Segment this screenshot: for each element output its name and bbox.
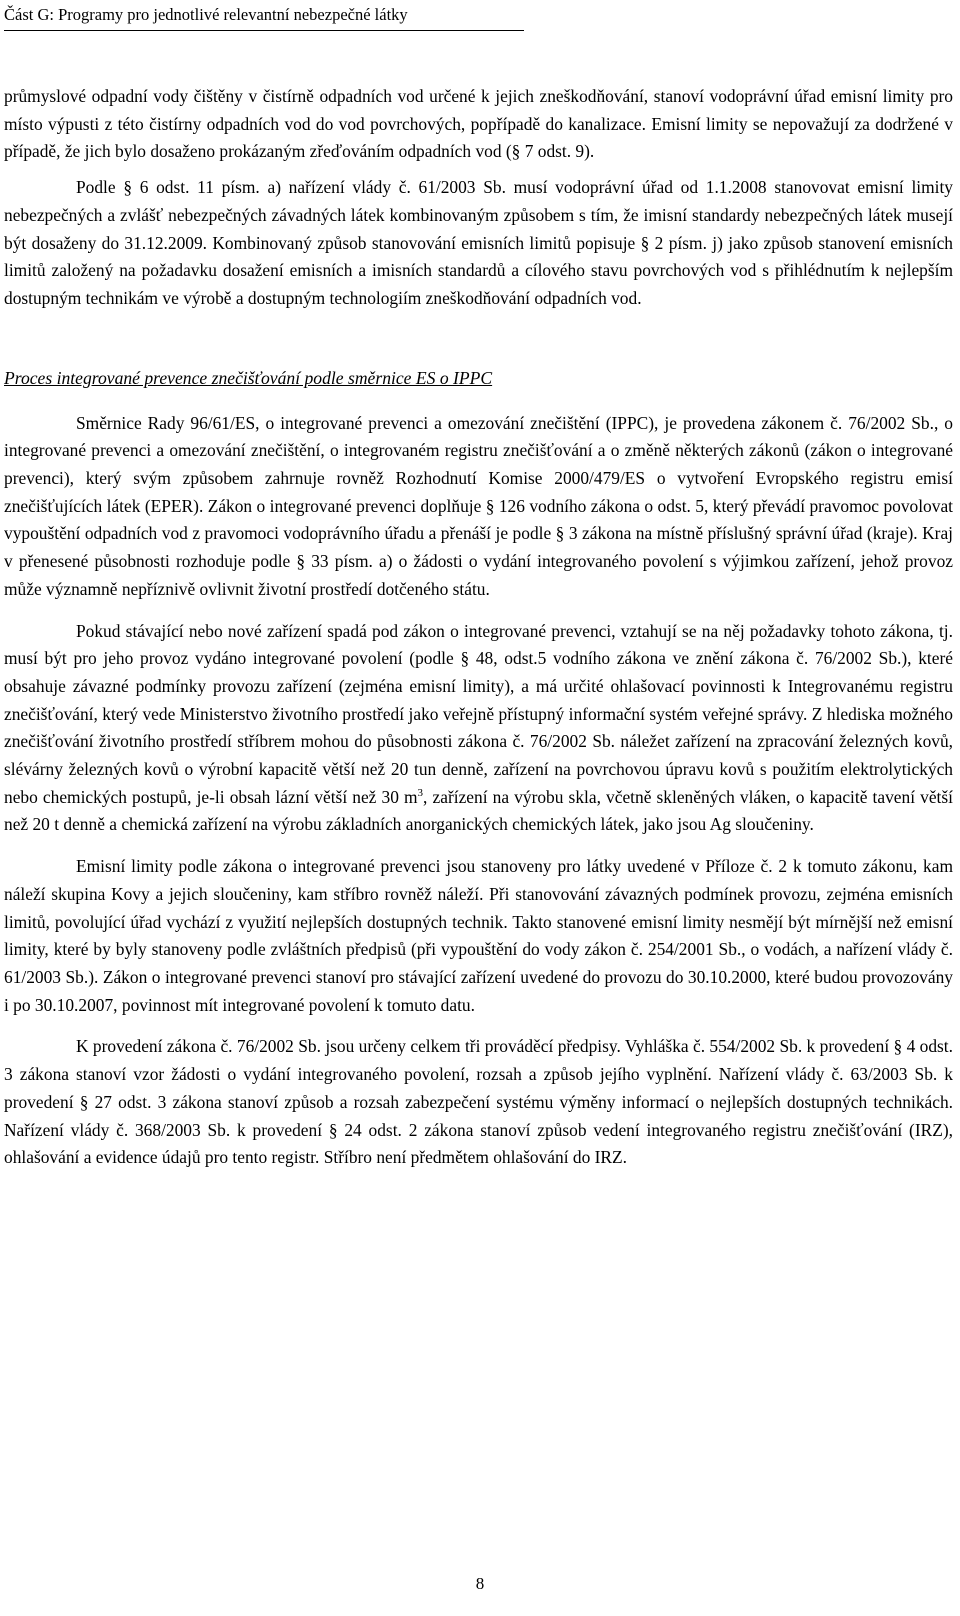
section-heading-ippc: Proces integrované prevence znečišťování podle směrnice ES o IPPC [4, 367, 493, 388]
document-body [4, 83, 953, 1172]
paragraph-ippc-directive: Směrnice Rady 96/61/ES, o integrované prevenci a omezování znečištění (IPPC), je provedena zákonem č. 76/2002 Sb., o integrované prevenci a omezování znečištění, o integrovaném registru znečišťování a o změně některých zákonů (zákon o integrované prevenci), který svým způsobem zahrnuje rovněž Rozhodnutí Komise 2000/479/ES o vytvoření Evropského registru emisí znečišťujících látek (EPER). Zákon o integrované prevenci doplňuje § 126 vodního zákona o odst. 5, který převádí pravomoc povolovat vypouštění odpadních vod z pravomoci vodoprávního úřadu a přenáší je podle § 3 zákona na místně příslušný správní úřad (kraje). Kraj v přenesené působnosti rozhoduje podle § 33 písm. a) o žádosti o vydání integrovaného povolení s výjimkou zařízení, jehož provoz může významně nepříznivě ovlivnit životní prostředí dotčeného státu. [4, 412, 953, 599]
running-header: Část G: Programy pro jednotlivé relevantní nebezpečné látky [4, 0, 524, 31]
paragraph-wastewater-limits: průmyslové odpadní vody čištěny v čistírně odpadních vod určené k jejich zneškodňování, stanoví vodoprávní úřad emisní limity pro místo výpusti z této čistírny odpadních vod do vod povrchových, popřípadě do kanalizace. Emisní limity se nepovažují za dodržené v případě, že jich bylo dosaženo prokázaným zřeďováním odpadních vod (§ 7 odst. 9). [4, 86, 953, 162]
paragraph-integrated-permit [4, 618, 953, 840]
paragraph-emission-limits: Emisní limity podle zákona o integrované prevenci jsou stanoveny pro látky uvedené v Příloze č. 2 k tomuto zákonu, kam náleží skupina Kovy a jejich sloučeniny, kam stříbro rovněž náleží. Při stanovování závazných podmínek provozu, zejména emisních limitů, povolující úřad vychází z využití nejlepších dostupných technik. Takto stanovené emisní limity nesmějí být mírnější než emisní limity, které by byly stanoveny podle zvláštních předpisů (při vypouštění do vody zákon č. 254/2001 Sb., o vodách, a nařízení vlády č. 61/2003 Sb.). Zákon o integrované prevenci stanoví pro stávající zařízení uvedené do provozu do 30.10.2000, které budou provozovány i po 30.10.2007, povinnost mít integrované povolení k tomuto datu. [4, 856, 953, 1015]
superscript-cubic: 3 [417, 786, 424, 799]
paragraph-integrated-permit-text: Pokud stávající nebo nové zařízení spadá pod zákon o integrované prevenci, vztahují se na něj požadavky tohoto zákona, tj. musí být pro jeho provoz vydáno integrované povolení (podle § 48, odst.5 vodního zákona ve znění zákona č. 76/2002 Sb.), které obsahuje závazné podmínky provozu zařízení (zejména emisní limity), a má určité ohlašovací povinnosti k Integrovanému registru znečišťování, který vede Ministerstvo životního prostředí jako veřejně přístupný informační systém veřejné správy. Z hlediska možného znečišťování životního prostředí stříbrem mohou do působnosti zákona č. 76/2002 Sb. náležet zařízení na zpracování železných kovů, slévárny železných kovů o výrobní kapacitě větší než 20 tun denně, zařízení na povrchovou úpravu kovů s použitím elektrolytických nebo chemických postupů, je-li obsah lázní větší než 30 m [4, 620, 953, 807]
page-number: 8 [475, 1574, 485, 1593]
paragraph-integrated-permit-text-cont: , zařízení na výrobu skla, včetně skleněných vláken, o kapacitě tavení větší než 20 t denně a chemická zařízení na výrobu základních anorganických chemických látek, jako jsou Ag sloučeniny. [4, 786, 953, 835]
paragraph-combined-method: Podle § 6 odst. 11 písm. a) nařízení vlády č. 61/2003 Sb. musí vodoprávní úřad od 1.1.2008 stanovovat emisní limity nebezpečných a zvlášť nebezpečných závadných látek kombinovaným způsobem s tím, že imisní standardy nebezpečných látek musejí být dosaženy do 31.12.2009. Kombinovaný způsob stanovování emisních limitů popisuje § 2 písm. j) jako způsob stanovení emisních limitů založený na požadavku dosažení emisních a imisních standardů a cílového stavu povrchových vod s přihlédnutím k nejlepším dostupným technikám ve výrobě a dostupným technologiím zneškodňování odpadních vod. [4, 177, 953, 308]
paragraph-implementing-regulations: K provedení zákona č. 76/2002 Sb. jsou určeny celkem tři prováděcí předpisy. Vyhláška č. 554/2002 Sb. k provedení § 4 odst. 3 zákona stanoví vzor žádosti o vydání integrovaného povolení, rozsah a způsob jejího vyplnění. Nařízení vlády č. 63/2003 Sb. k provedení § 27 odst. 3 zákona stanoví způsob a rozsah zabezpečení systému výměny informací o nejlepších dostupných technikách. Nařízení vlády č. 368/2003 Sb. k provedení § 24 odst. 2 zákona stanoví způsob vedení integrovaného registru znečišťování (IRZ), ohlašování a evidence údajů pro tento registr. Stříbro není předmětem ohlašování do IRZ. [4, 1036, 953, 1168]
